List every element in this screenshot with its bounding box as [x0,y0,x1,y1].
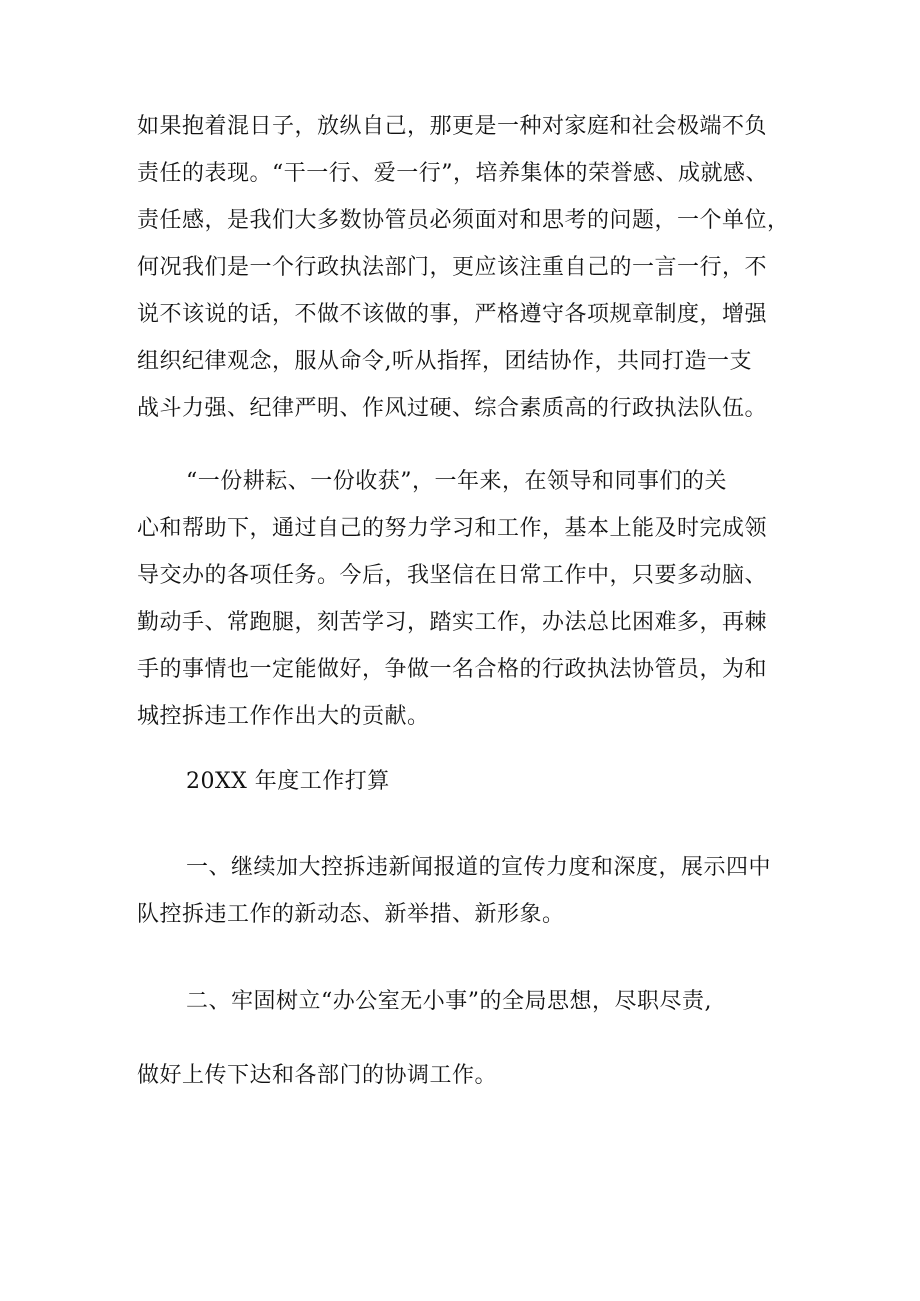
text-line: 责任的表现。“干一行、爱一行”，培养集体的荣誉感、成就感、 [137,161,768,186]
text-line: 责任感，是我们大多数协管员必须面对和思考的问题，一个单位， [137,208,790,233]
text-line: 导交办的各项任务。今后，我坚信在日常工作中，只要多动脑、 [137,563,768,588]
text-line: 城控拆违工作作出大的贡献。 [137,704,430,729]
text-line: 心和帮助下，通过自己的努力学习和工作，基本上能及时完成领 [137,516,768,541]
text-line: 说不该说的话，不做不该做的事，严格遵守各项规章制度，增强 [137,302,768,327]
text-line: 如果抱着混日子，放纵自己，那更是一种对家庭和社会极端不负 [137,114,768,139]
text-line: “一份耕耘、一份收获”，一年来，在领导和同事们的关 [186,469,727,494]
text-line: 二、牢固树立“办公室无小事”的全局思想，尽职尽责, [186,989,712,1014]
text-line: 组织纪律观念，服从命令,听从指挥，团结协作，共同打造一支 [137,349,752,374]
text-line: 队控拆违工作的新动态、新举措、新形象。 [137,902,565,927]
text-line: 手的事情也一定能做好，争做一名合格的行政执法协管员，为和 [137,657,768,682]
text-line: 何况我们是一个行政执法部门，更应该注重自己的一言一行，不 [137,255,768,280]
text-line: 一、继续加大控拆违新闻报道的宣传力度和深度，展示四中 [186,855,772,880]
text-line: 战斗力强、纪律严明、作风过硬、综合素质高的行政执法队伍。 [137,396,768,421]
section-heading: 20XX 年度工作打算 [186,769,390,794]
text-line: 勤动手、常跑腿，刻苦学习，踏实工作，办法总比困难多，再棘 [137,610,768,635]
text-line: 做好上传下达和各部门的协调工作。 [137,1063,498,1088]
